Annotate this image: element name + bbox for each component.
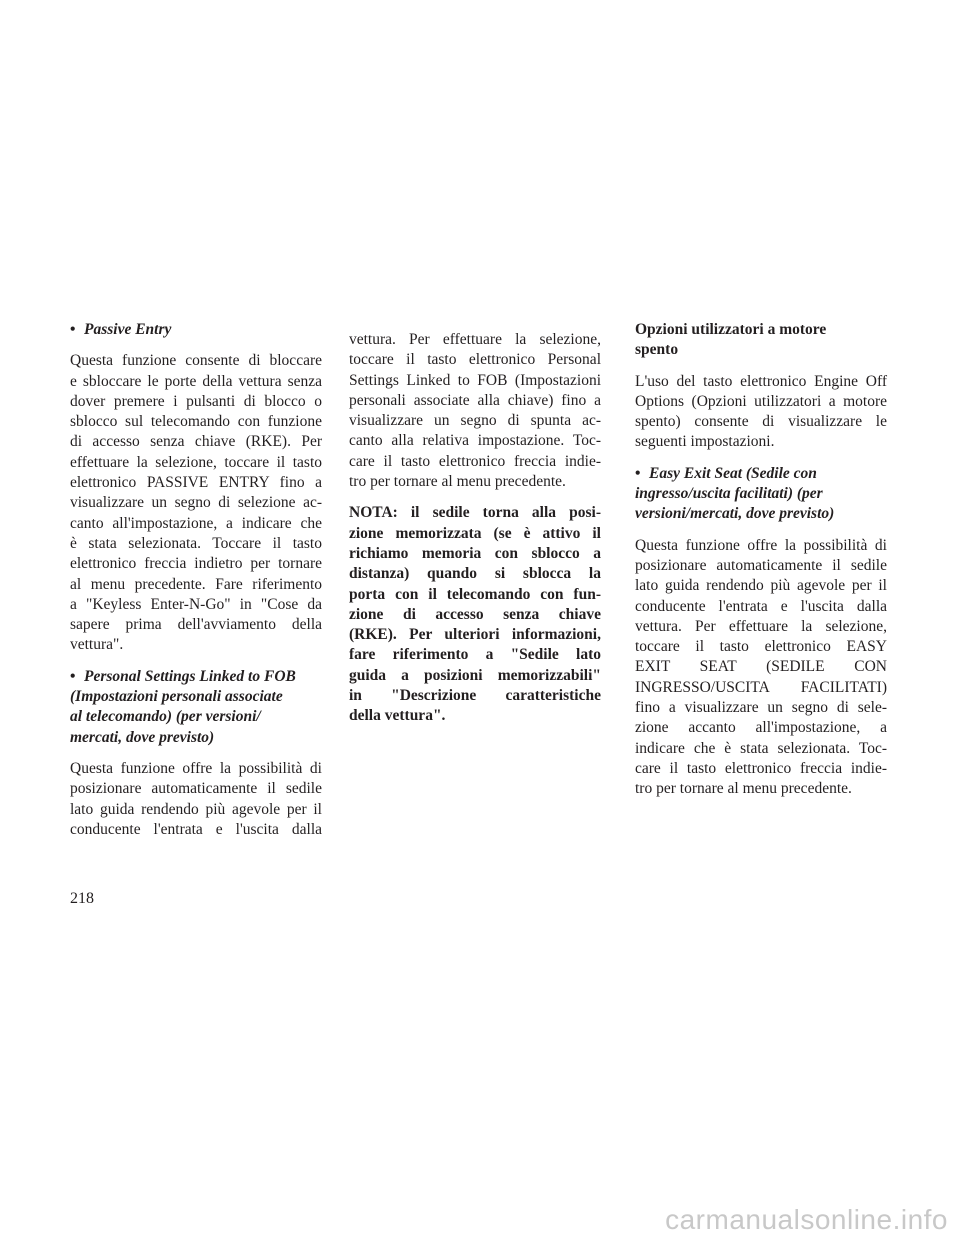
note-block: NOTA: il sedile torna alla posi- zione memorizzata (se è attivo il richiamo memoria con sblocco a distanza) quando si sblocca la porta con il telecomando con fun- zione di accesso senza chiave (RKE). Per ulteriori informazioni, fare riferimento a "Sedile lato guida a posizioni memorizzabili" in "Descrizione caratteristiche della vettura". (349, 504, 601, 725)
paragraph-easy-exit-seat: Questa funzione offre la possibilità di posizionare automaticamente il sedile lato guida rendendo più agevole per il conducente l'entrata e l'uscita dalla vettura. Per effettuare la selezione, toccare il tasto elettronico EASY EXIT SEAT (SEDILE CON INGRESSO/USCITA FACILITATI) fino a visualizzare un segno di sele- zione accanto all'impostazione, a indicare che è stata selezionata. Toc- care il tasto elettronico freccia indie- tro per tornare al menu precedente. (635, 536, 887, 798)
bullet-dot: • (70, 321, 76, 338)
paragraph-passive-entry: Questa funzione consente di bloccare e sbloccare le porte della vettura senza dover premere i pulsanti di blocco o sblocco sul telecomando con funzione di accesso senza chiave (RKE). Per effettuare la selezione, toccare il tasto elettronico PASSIVE ENTRY fino a visualizzare un segno di selezione ac- canto all'impostazione, a indicare che è stata selezionata. Toccare il tasto elettronico freccia indietro per tornare al menu precedente. Fare riferimento a "Keyless Enter-N-Go" in "Cose da sapere prima dell'avviamento della vettura". (70, 352, 322, 654)
watermark: carmanualsonline.info (665, 1204, 948, 1235)
column-3 (635, 320, 887, 811)
paragraph-engine-off: L'uso del tasto elettronico Engine Off Options (Opzioni utilizzatori a motore spento) consente di visualizzare le seguenti impostazioni. (635, 372, 887, 451)
page-number: 218 (70, 890, 94, 907)
section-heading: Opzioni utilizzatori a motore spento (635, 321, 827, 359)
bullet-easy-exit-seat: • Easy Exit Seat (Sedile con ingresso/uscita facilitati) (per versioni/mercati, dove previsto) (635, 464, 835, 523)
bullet-personal-settings: • Personal Settings Linked to FOB (Impostazioni personali associate al telecomando) (per versioni/ mercati, dove previsto) (70, 667, 296, 746)
bullet-dot: • (635, 464, 641, 482)
paragraph-personal-settings: Questa funzione offre la possibilità di posizionare automaticamente il sedile lato guida rendendo più agevole per il conducente l'entrata e l'uscita dalla (70, 759, 322, 838)
bullet-dot: • (70, 667, 76, 685)
column-1 (70, 320, 322, 851)
column-2 (349, 330, 601, 738)
paragraph-personal-settings-cont: vettura. Per effettuare la selezione, toccare il tasto elettronico Personal Settings Linked to FOB (Impostazioni personali associate alla chiave) fino a visualizzare un segno di spunta ac- canto alla relativa impostazione. Toc- care il tasto elettronico freccia indie- tro per tornare al menu precedente. (349, 331, 601, 491)
bullet-passive-entry: • Passive Entry (70, 320, 322, 340)
